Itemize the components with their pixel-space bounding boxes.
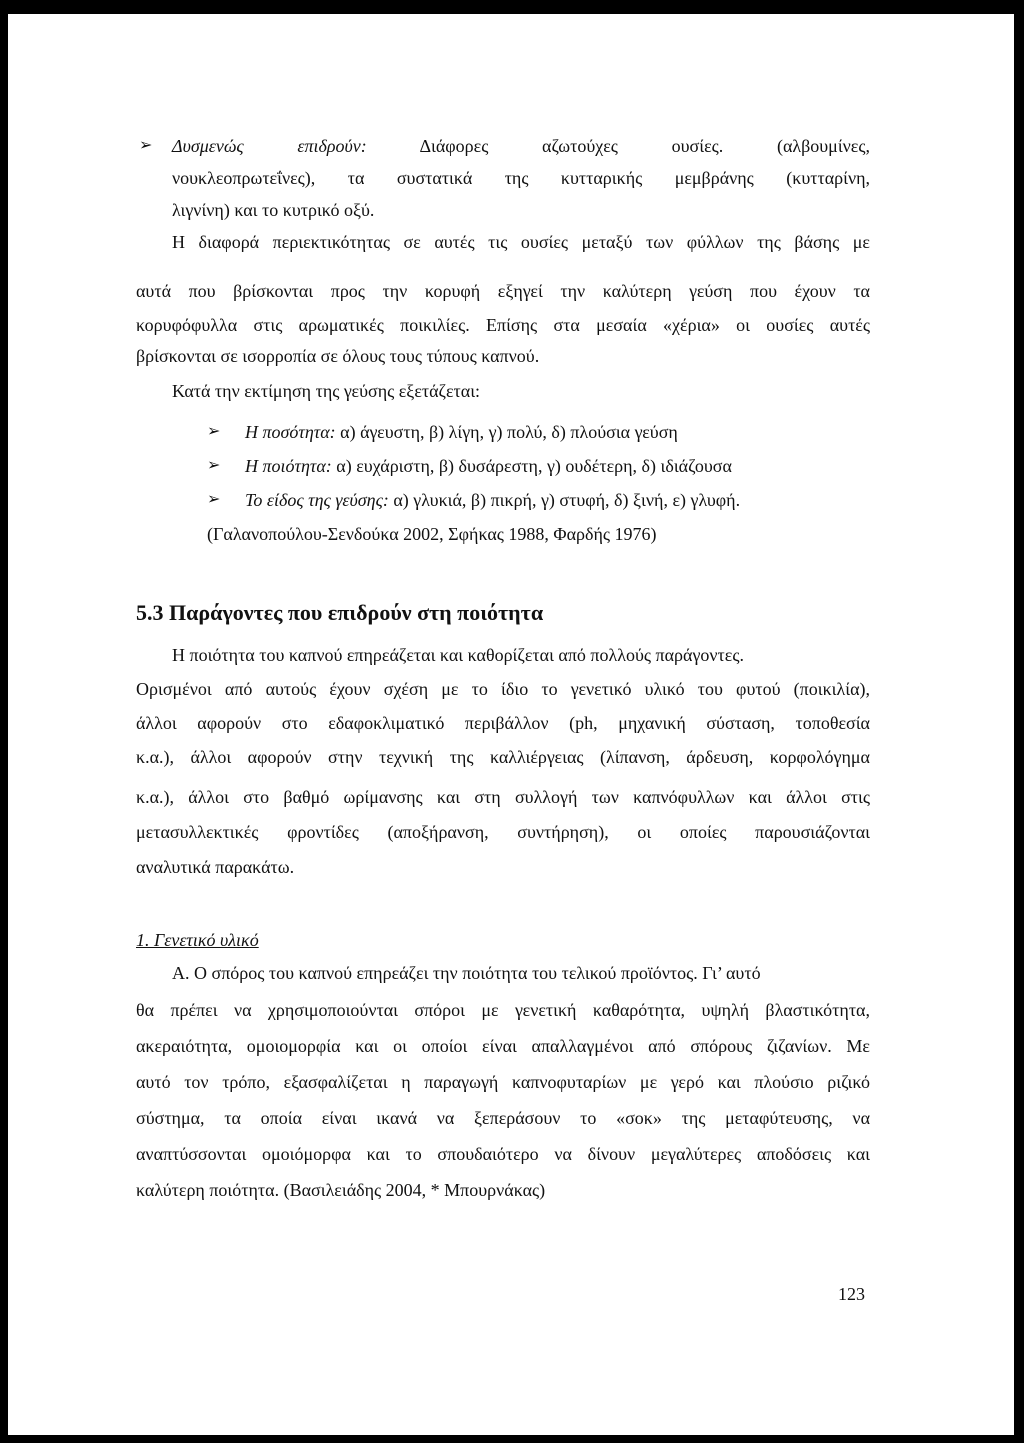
taste-item-text: α) ευχάριστη, β) δυσάρεστη, γ) ουδέτερη, δ) ιδιάζουσα [331, 456, 732, 476]
genetic-line-4: αυτό τον τρόπο, εξασφαλίζεται η παραγωγή καπνοφυταρίων με γερό και πλούσιο ριζικό [136, 1072, 870, 1092]
taste-item-quantity [245, 421, 678, 443]
taste-item-label: Το είδος της γεύσης: [245, 490, 389, 510]
bullet-arrow-icon: ➢ [139, 137, 153, 154]
bullet-label: Δυσμενώς επιδρούν: [172, 136, 367, 156]
taste-item-text: α) άγευστη, β) λίγη, γ) πολύ, δ) πλούσια γεύση [335, 422, 678, 442]
scan-border-left [0, 0, 8, 1443]
section-line-2: Ορισμένοι από αυτούς έχουν σχέση με το ίδιο το γενετικό υλικό του φυτού (ποικιλία), [136, 679, 870, 699]
genetic-line-3: ακεραιότητα, ομοιομορφία και οι οποίοι είναι απαλλαγμένοι από σπόρους ζιζανίων. Με [136, 1036, 870, 1056]
section-line-6: μετασυλλεκτικές φροντίδες (αποξήρανση, συντήρηση), οι οποίες παρουσιάζονται [136, 822, 870, 842]
para1-line-1: Η διαφορά περιεκτικότητας σε αυτές τις ουσίες μεταξύ των φύλλων της βάσης με [172, 232, 870, 252]
genetic-line-2: θα πρέπει να χρησιμοποιούνται σπόροι με γενετική καθαρότητα, υψηλή βλαστικότητα, [136, 1000, 870, 1020]
taste-citation: (Γαλανοπούλου-Σενδούκα 2002, Σφήκας 1988, Φαρδής 1976) [207, 524, 657, 544]
section-line-5: κ.α.), άλλοι στο βαθμό ωρίμανσης και στη συλλογή των καπνόφυλλων και άλλοι στις [136, 787, 870, 807]
genetic-line-6: αναπτύσσονται ομοιόμορφα και το σπουδαιότερο να δίνουν μεγαλύτερες αποδόσεις και [136, 1144, 870, 1164]
section-line-1: Η ποιότητα του καπνού επηρεάζεται και καθορίζεται από πολλούς παράγοντες. [172, 645, 744, 665]
taste-intro: Κατά την εκτίμηση της γεύσης εξετάζεται: [172, 381, 481, 401]
bullet-line-1 [172, 135, 870, 157]
genetic-line-5: σύστημα, τα οποία είναι ικανά να ξεπεράσουν το «σοκ» της μεταφύτευσης, να [136, 1108, 870, 1128]
section-line-4: κ.α.), άλλοι αφορούν στην τεχνική της καλλιέργειας (λίπανση, άρδευση, κορφολόγημα [136, 747, 870, 767]
bullet-text: Διάφορες αζωτούχες ουσίες. (αλβουμίνες, [419, 136, 870, 156]
bullet-arrow-icon: ➢ [207, 457, 221, 474]
para1-line-4: βρίσκονται σε ισορροπία σε όλους τους τύπους καπνού. [136, 346, 540, 366]
section-heading: 5.3 Παράγοντες που επιδρούν στη ποιότητα [136, 600, 544, 625]
scan-border-bottom [0, 1435, 1024, 1443]
taste-item-label: Η ποιότητα: [245, 456, 332, 476]
bullet-arrow-icon: ➢ [207, 491, 221, 508]
scan-border-right [1014, 0, 1024, 1443]
para1-line-3: κορυφόφυλλα στις αρωματικές ποικιλίες. Επίσης στα μεσαία «χέρια» οι ουσίες αυτές [136, 315, 870, 335]
taste-item-text: α) γλυκιά, β) πικρή, γ) στυφή, δ) ξινή, ε) γλυφή. [388, 490, 741, 510]
genetic-line-1: Α. Ο σπόρος του καπνού επηρεάζει την ποιότητα του τελικού προϊόντος. Γι’ αυτό [172, 963, 761, 983]
bullet-arrow-icon: ➢ [207, 423, 221, 440]
page-number: 123 [838, 1284, 865, 1304]
genetic-line-7: καλύτερη ποιότητα. (Βασιλειάδης 2004, * Μπουρνάκας) [136, 1180, 546, 1200]
subsection-heading: 1. Γενετικό υλικό [136, 930, 259, 950]
taste-item-label: Η ποσότητα: [245, 422, 336, 442]
bullet-line-2: νουκλεοπρωτεΐνες), τα συστατικά της κυτταρικής μεμβράνης (κυτταρίνη, [172, 168, 870, 188]
taste-item-quality [245, 455, 732, 477]
section-line-7: αναλυτικά παρακάτω. [136, 857, 295, 877]
taste-item-kind [245, 489, 740, 511]
section-line-3: άλλοι αφορούν στο εδαφοκλιματικό περιβάλλον (ph, μηχανική σύσταση, τοποθεσία [136, 713, 870, 733]
para1-line-2: αυτά που βρίσκονται προς την κορυφή εξηγεί την καλύτερη γεύση που έχουν τα [136, 281, 870, 301]
bullet-line-3: λιγνίνη) και το κυτρικό οξύ. [172, 200, 375, 220]
scan-border-top [0, 0, 1024, 14]
